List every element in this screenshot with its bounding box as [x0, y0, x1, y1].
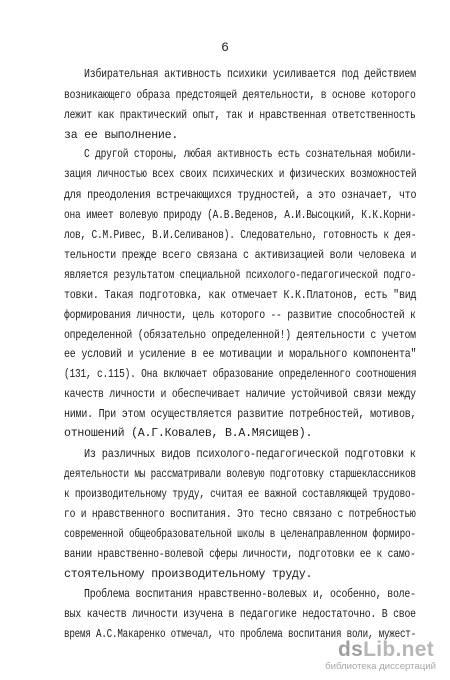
text-line: к производительному труду, считая ее важной составляющей трудово-	[64, 488, 416, 501]
text-line: ее условий и усиление в ее мотивации и морального компонента"	[64, 348, 417, 361]
text-line: тельности прежде всего связана с активизацией воли человека и	[64, 249, 417, 262]
text-line: качеств личности и обеспечивает наличие устойчивой связи между	[64, 388, 416, 401]
text-line: (131, с.115). Она включает образование определенного соотношения	[64, 368, 417, 381]
text-line: лежит как практический опыт, так и нравственная ответственность	[64, 109, 416, 122]
text-line: стоятельному производительному труду.	[64, 568, 313, 581]
text-line: зация личностью всех своих психических и физических возможностей	[64, 168, 417, 181]
text-line: Проблема воспитания нравственно-волевых и, особенно, воле-	[84, 588, 416, 601]
text-line: время А.С.Макаренко отмечал, что проблема воспитания воли, мужест-	[64, 628, 416, 641]
text-line: товки. Такая подготовка, как отмечает К.К.Платонов, есть "вид	[64, 289, 417, 302]
page-number: 6	[221, 40, 229, 55]
text-line: для преодоления встречающихся трудностей, а это означает, что	[64, 189, 417, 202]
text-line: является результатом специальной психолого-педагогической подго-	[64, 269, 417, 282]
text-line: вании нравственно-волевой сферы личности, подготовки ее к само-	[64, 548, 416, 561]
text-line: определенной (обязательно определенной!) деятельности с учетом	[64, 329, 416, 342]
text-line: она имеет волевую природу (А.В.Веденов, А.И.Высоцкий, К.К.Корни-	[64, 209, 417, 222]
text-line: С другой стороны, любая активность есть сознательная мобили-	[84, 148, 417, 161]
text-line: возникающего образа предстоящей деятельности, в основе которого	[64, 89, 416, 102]
text-line: деятельности мы рассматривали волевую подготовку старшеклассников	[64, 468, 416, 481]
text-line: Из различных видов психолого-педагогической подготовки к	[84, 448, 416, 461]
dslib-logo: dsLib.net	[337, 638, 434, 661]
watermark-caption: библиотека диссертаций	[325, 661, 436, 672]
text-line: современной общеобразовательной школы в целенаправленном формиро-	[64, 528, 416, 541]
text-line: Избирательная активность психики усиливается под действием	[84, 68, 416, 81]
text-line: вых качеств личности изучена в педагогике недостаточно. В свое	[64, 608, 416, 621]
text-line: формирования личности, цель которого -- развитие способностей к	[64, 309, 416, 322]
text-line: го и нравственного воспитания. Это тесно связано с потребностью	[64, 508, 416, 521]
text-line: отношений (А.Г.Ковалев, В.А.Мясищев).	[64, 427, 313, 440]
text-line: лов, С.М.Ривес, В.И.Селиванов). Следовательно, готовность к дея-	[64, 229, 417, 242]
dslib-watermark	[324, 638, 440, 672]
text-line: ними. При этом осуществляется развитие потребностей, мотивов,	[64, 408, 417, 421]
text-line: за ее выполнение.	[64, 129, 179, 142]
